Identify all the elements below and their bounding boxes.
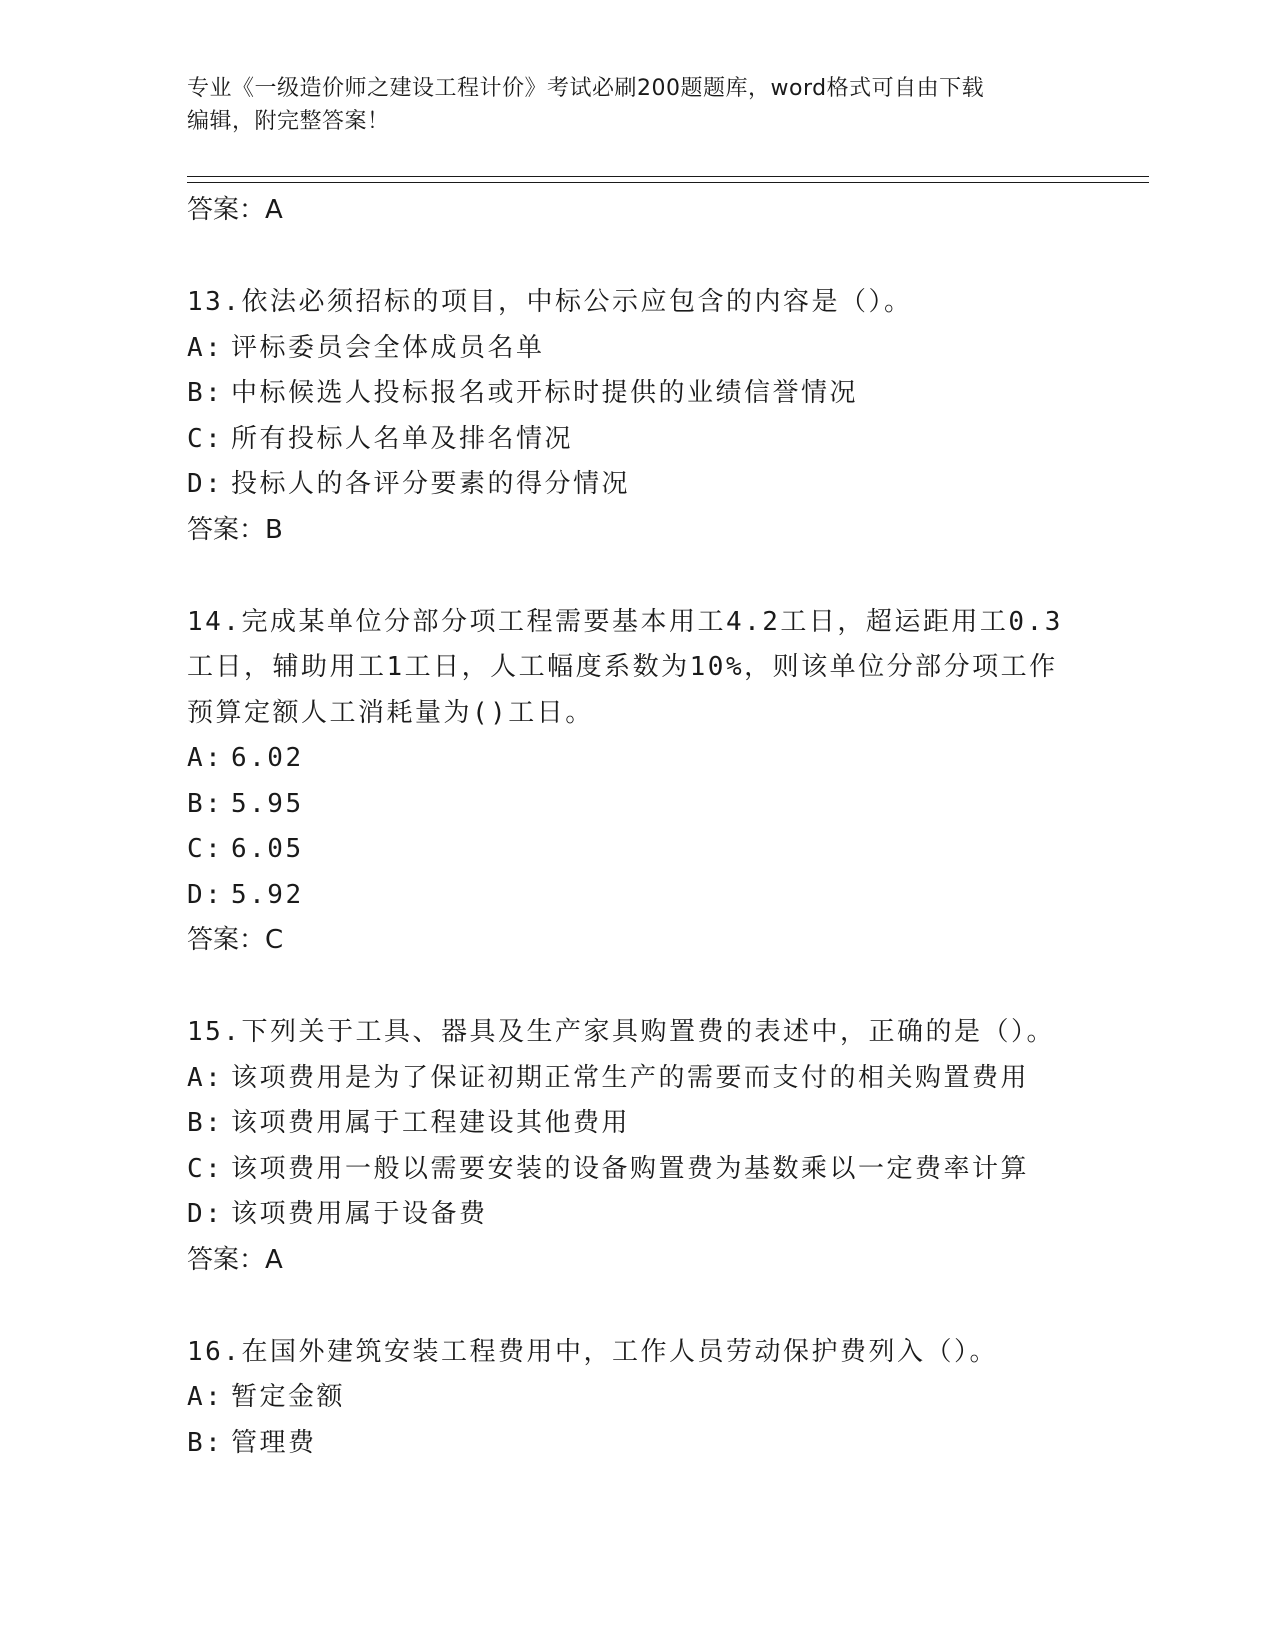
option-text: 评标委员会全体成员名单 [231,332,545,363]
header-line-2: 编辑，附完整答案！ [187,109,390,134]
answer-line: 答案：A [187,1244,283,1275]
option-text: 管理费 [231,1427,317,1458]
option-text: 6.05 [231,834,304,864]
option-b [187,1421,1127,1467]
option-d [187,873,1127,919]
option-key: B: [187,378,224,408]
option-text: 5.95 [231,788,304,819]
option-d [187,1192,1127,1238]
question-list [187,188,1127,1466]
option-text: 中标候选人投标报名或开标时提供的业绩信誉情况 [231,378,859,408]
option-key: A: [187,1382,224,1412]
option-key: B: [187,788,224,819]
question-stem-line-1: 14.完成某单位分部分项工程需要基本用工4.2工日，超运距用工0.3 [187,606,1063,637]
header-divider-bottom [187,182,1149,183]
option-text: 该项费用是为了保证初期正常生产的需要而支付的相关购置费用 [231,1062,1030,1093]
question-15 [187,1010,1127,1284]
question-16 [187,1330,1127,1467]
question-13 [187,280,1127,554]
option-key: B: [187,1108,224,1138]
option-key: C: [187,1153,224,1184]
option-b [187,1101,1127,1147]
option-text: 所有投标人名单及排名情况 [231,423,574,454]
option-c [187,827,1127,873]
option-text: 暂定金额 [231,1382,346,1412]
option-a [187,1056,1127,1102]
question-stem-line-2: 工日，辅助用工1工日，人工幅度系数为10%，则该单位分部分项工作 [187,652,1058,682]
option-text: 该项费用属于设备费 [231,1199,488,1229]
answer-line: 答案：A [187,195,283,225]
option-key: A: [187,332,224,363]
question-14 [187,600,1127,965]
option-a [187,326,1127,372]
option-text: 5.92 [231,879,304,910]
option-c [187,417,1127,463]
option-text: 6.02 [231,743,304,773]
option-text: 投标人的各评分要素的得分情况 [231,469,631,499]
answer-line: 答案：B [187,514,283,545]
option-key: B: [187,1427,224,1458]
option-b [187,371,1127,417]
header-line-1: 专业《一级造价师之建设工程计价》考试必刷200题题库，word格式可自由下载 [187,76,985,101]
option-text: 该项费用一般以需要安装的设备购置费为基数乘以一定费率计算 [231,1153,1030,1184]
option-a [187,736,1127,782]
document-header [187,72,1087,138]
option-b [187,782,1127,828]
answer-line: 答案：C [187,925,284,955]
option-a [187,1375,1127,1421]
option-key: D: [187,469,224,499]
question-stem: 13.依法必须招标的项目，中标公示应包含的内容是（）。 [187,287,913,317]
option-c [187,1147,1127,1193]
question-stem: 15.下列关于工具、器具及生产家具购置费的表述中，正确的是（）。 [187,1017,1055,1047]
header-divider-top [187,176,1149,177]
option-key: D: [187,879,224,910]
question-stem-line-3: 预算定额人工消耗量为()工日。 [187,697,594,728]
option-key: C: [187,834,224,864]
option-text: 该项费用属于工程建设其他费用 [231,1108,631,1138]
option-key: A: [187,743,224,773]
question-stem: 16.在国外建筑安装工程费用中，工作人员劳动保护费列入（）。 [187,1336,998,1367]
option-key: D: [187,1199,224,1229]
option-key: C: [187,423,224,454]
option-key: A: [187,1062,224,1093]
option-d [187,462,1127,508]
